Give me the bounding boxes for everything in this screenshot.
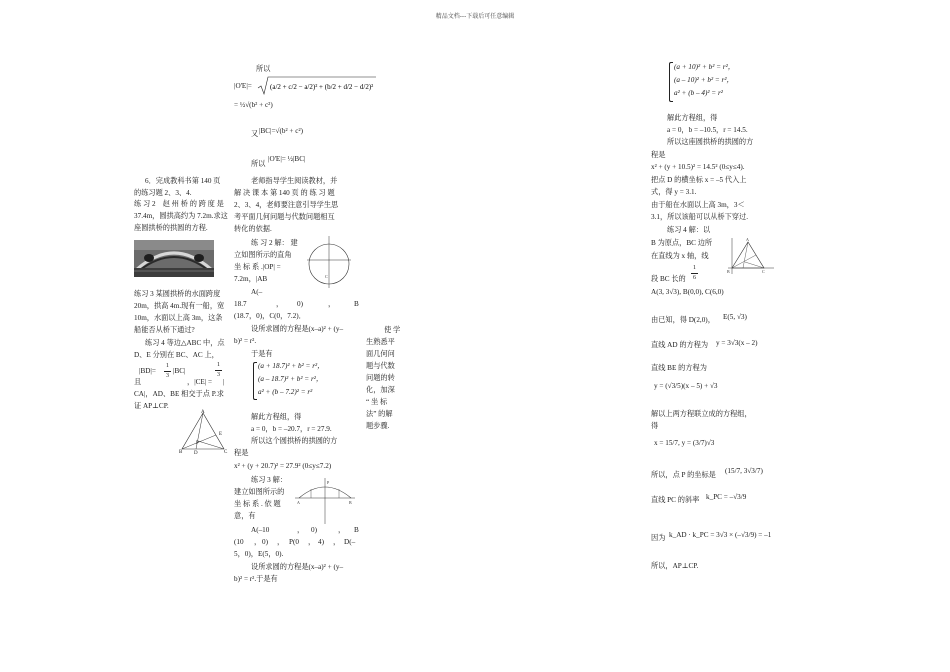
solution-values-3: a = 0，b = –10.5，r = 14.5. — [667, 126, 748, 134]
point-a3: A(–10 — [251, 526, 270, 534]
side-note-2: 生熟悉平 — [366, 338, 395, 346]
exercise-3-line4: 船能否从桥下通过? — [134, 326, 195, 334]
system-3-eq3: a² + (b – 4)² = r² — [674, 89, 723, 97]
side-note-4: 题与代数 — [366, 362, 395, 370]
system-3-eq2: (a – 10)² + b² = r²， — [674, 76, 734, 84]
point-p3-x: P(0 — [289, 538, 299, 546]
segment-bc: 段 BC 长的 — [651, 275, 686, 283]
system-4-line1: 解以上两方程联立成的方程组， — [651, 410, 752, 418]
point-d-line: 由已知，得 D(2,0)， — [651, 316, 715, 324]
bc-label: |BC| — [173, 367, 186, 375]
point-a3-y: 0) — [311, 526, 317, 534]
system-3-eq1: (a + 10)² + b² = r²， — [674, 63, 735, 71]
system-2-eq3: a² + (b – 7.2)² = r² — [258, 388, 313, 396]
page-header: 精品文档---下载后可任意编辑 — [435, 13, 515, 20]
result-3a: 所以这座圆拱桥的拱圆的方 — [667, 138, 754, 146]
comma-3d: ， — [277, 538, 285, 546]
svg-text:A: A — [746, 237, 749, 242]
svg-text:B: B — [349, 500, 352, 505]
solution-2-line1: 练 习 2 解： 建 — [251, 239, 298, 247]
system-2-eq2: (a – 18.7)² + b² = r²， — [258, 375, 324, 383]
coordinates-abc: A(3, 3√3), B(0,0), C(6,0) — [651, 288, 724, 296]
points-de: 5，0)，E(5，0). — [234, 550, 284, 558]
exercise-2-line2: 37.4m，圆拱高约为 7.2m.求这 — [134, 212, 228, 220]
arch-figure-3 — [295, 478, 355, 524]
point-b3-label: B — [354, 526, 359, 534]
fig-label-d: D — [194, 451, 198, 456]
final-conclusion: 所以，AP⊥CP. — [651, 562, 699, 570]
sixth-num: 1 — [693, 265, 696, 271]
comma-3b: ， — [338, 526, 346, 534]
fig-label-a: A — [201, 410, 205, 415]
oe-radical-formula — [258, 76, 378, 96]
system-2-eq1: (a + 18.7)² + b² = r²， — [258, 362, 325, 370]
fig-label-e: E — [219, 432, 223, 437]
comma-3e: ， — [308, 538, 316, 546]
bc-eq: |BC|=√(b² + c²) — [259, 127, 303, 135]
circle-figure-2 — [307, 232, 351, 288]
line-ad-eq: y = 3√3(x – 2) — [716, 339, 758, 347]
svg-text:B: B — [727, 269, 730, 274]
svg-text:(a/2 + c/2 − a/2)² + (b/2 + d/: (a/2 + c/2 − a/2)² + (b/2 + d/2 − d/2)² — [270, 83, 374, 91]
side-note-9: 题步骤. — [366, 422, 390, 430]
line-ad-label: 直线 AD 的方程为 — [651, 341, 709, 349]
solution-3-line2: 建立如图所示的 — [234, 488, 285, 496]
ce-lead: 且 — [134, 378, 142, 386]
task-6-line1: 6．完成教科书第 140 页 — [145, 177, 221, 185]
so-label-2: 所以 — [251, 160, 266, 168]
point-b-label: B — [354, 300, 359, 308]
point-b3-y: 0) — [262, 538, 268, 546]
exercise-4-line6: 证 AP⊥CP. — [134, 402, 169, 410]
point-p-coord: (15/7, 3√3/7) — [725, 467, 763, 475]
teacher-note-5: 转化的依据. — [234, 225, 272, 233]
solution-3-line4: 意，有 — [234, 512, 256, 520]
comma-2: ， — [328, 300, 336, 308]
point-e-coord: E(5, √3) — [723, 313, 747, 321]
teacher-note-4: 考平面几何问题与代数问题相互 — [234, 213, 335, 221]
svg-text:C: C — [762, 269, 765, 274]
exercise-3-line2: 20m，拱高 4m.现有一船，宽 — [134, 302, 225, 310]
system-brace-2 — [253, 362, 257, 400]
teacher-note-3: 2、3、4，老师要注意引导学生思 — [234, 201, 339, 209]
ce-frac-den: 3 — [217, 372, 220, 378]
slope-pc-label: 直线 PC 的斜率 — [651, 496, 700, 504]
circle-equation-3: x² + (y + 10.5)² = 14.5² (0≤y≤4). — [651, 163, 745, 171]
exercise-3-line3: 10m，水面以上高 3m，这条 — [134, 314, 223, 322]
bd-label: |BD|= — [139, 367, 156, 375]
solve-label-3: 解此方程组，得 — [667, 114, 718, 122]
fig-label-c: C — [224, 450, 228, 455]
comma-3f: ， — [333, 538, 341, 546]
fig-label-b: B — [179, 450, 183, 455]
task-6-line2: 的练习题 2、3、4. — [134, 189, 192, 197]
also-label: 又 — [251, 130, 259, 138]
conclusion-3a: 由于船在水面以上高 3m，3＜ — [651, 201, 745, 209]
comma-3c: ， — [254, 538, 262, 546]
because-label: 因为 — [651, 534, 666, 542]
point-a-y: 0) — [297, 300, 303, 308]
ce-bar: | — [223, 378, 225, 386]
solution-4-line2: B 为原点，BC 边所 — [651, 239, 713, 247]
intersection-xy: x = 15/7, y = (3/7)√3 — [654, 439, 715, 447]
points-bc: (18.7，0)，C(0，7.2)． — [234, 312, 306, 320]
circle-eq-2a: 设所求圆的方程是(x–a)² + (y– — [251, 325, 344, 333]
comma-3a: ， — [297, 526, 305, 534]
solution-3-line3: 坐 标 系 . 依 题 — [234, 500, 281, 508]
exercise-2-line1: 练 习 2 赵 州 桥 的 跨 度 是 — [134, 200, 224, 208]
circle-eq-3a: 设所求圆的方程是(x–a)² + (y– — [251, 563, 344, 571]
solve-label-2: 解此方程组，得 — [251, 413, 302, 421]
bd-frac-num: 1 — [166, 363, 169, 369]
solution-values-2: a = 0，b = –20.7，r = 27.9. — [251, 425, 332, 433]
bd-frac-den: 3 — [166, 373, 169, 379]
ce-label: ，|CE| = — [187, 378, 213, 386]
circle-equation-2: x² + (y + 20.7)² = 27.9² (0≤y≤7.2) — [234, 462, 332, 470]
solution-4-line1: 练习 4 解：以 — [667, 226, 711, 234]
solution-2-line4: 7.2m，|AB — [234, 275, 268, 283]
system-4-line2: 得 — [651, 422, 659, 430]
slope-pc-eq: k_PC = –√3/9 — [706, 493, 747, 501]
point-b3-x: (10 — [234, 538, 244, 546]
result-2a: 所以这个圆拱桥的拱圆的方 — [251, 437, 338, 445]
circle-eq-2b: b)² = r². — [234, 337, 257, 345]
exercise-4-line1: 练习 4 等边△ABC 中，点 — [145, 339, 225, 347]
result-3b: 程是 — [651, 151, 666, 159]
zhaozhou-bridge-photo — [134, 240, 214, 277]
exercise-3-line1: 练习 3 某圆拱桥的水面跨度 — [134, 290, 221, 298]
substitute-line1: 把点 D 的横坐标 x = –5 代入上 — [651, 176, 747, 184]
exercise-2-line3: 座圆拱桥的拱圆的方程. — [134, 224, 208, 232]
fig-label-p: P — [196, 441, 199, 446]
line-be-eq: y = (√3/5)(x – 5) + √3 — [654, 382, 718, 390]
point-a-line: A(– — [251, 288, 263, 296]
teacher-note-1: 老师指导学生阅读教材，并 — [251, 177, 338, 185]
result-2b: 程是 — [234, 449, 249, 457]
point-a-x: 18.7 — [234, 300, 247, 308]
solution-2-line2: 立如图所示的直角 — [234, 251, 292, 259]
then-label: 于是有 — [251, 350, 273, 358]
oe-eq1-lhs: |O'E|= — [234, 82, 252, 90]
exercise-4-line2: D、E 分别在 BC、AC 上， — [134, 351, 219, 359]
side-note-8: 法” 的解 — [366, 410, 393, 418]
solution-3-line1: 练习 3 解： — [251, 476, 287, 484]
svg-text:A: A — [297, 500, 300, 505]
sixth-den: 6 — [693, 275, 696, 281]
comma-1: ， — [276, 300, 284, 308]
point-p3-y: 4) — [318, 538, 324, 546]
svg-text:C: C — [325, 274, 328, 279]
exercise-4-line5: CA|，AD、BE 相交于点 P.求 — [134, 390, 224, 398]
solution-4-line3: 在直线为 x 轴，线 — [651, 252, 709, 260]
solution-2-line3: 坐 标 系 .|OP| = — [234, 263, 281, 271]
so-label: 所以 — [256, 65, 271, 73]
triangle-figure-4 — [726, 236, 776, 276]
oe-eq3: |O'E|= ½|BC| — [268, 155, 306, 163]
teacher-note-2: 解 决 课 本 第 140 页 的 练 习 题 — [234, 189, 335, 197]
slope-product-eq: k_AD · k_PC = 3√3 × (–√3/9) = –1 — [669, 531, 772, 539]
svg-text:P: P — [327, 480, 330, 485]
side-note-5: 问题的转 — [366, 374, 395, 382]
circle-eq-3b: b)² = r².于是有 — [234, 575, 278, 583]
side-note-1: 使 学 — [384, 326, 401, 334]
point-p-label: 所以，点 P 的坐标是 — [651, 471, 716, 479]
system-brace-3 — [669, 62, 673, 102]
side-note-6: 化，加深 — [366, 386, 395, 394]
oe-eq2: = ½√(b² + c²) — [234, 101, 273, 109]
substitute-line2: 式，得 y = 3.1. — [651, 188, 697, 196]
line-be-label: 直线 BE 的方程为 — [651, 364, 707, 372]
side-note-3: 面几何问 — [366, 350, 395, 358]
point-d3-label: D(– — [344, 538, 356, 546]
ce-frac-num: 1 — [217, 362, 220, 368]
side-note-7: “ 坐 标 — [366, 398, 388, 406]
conclusion-3b: 3.1，所以该船可以从桥下穿过. — [651, 213, 749, 221]
